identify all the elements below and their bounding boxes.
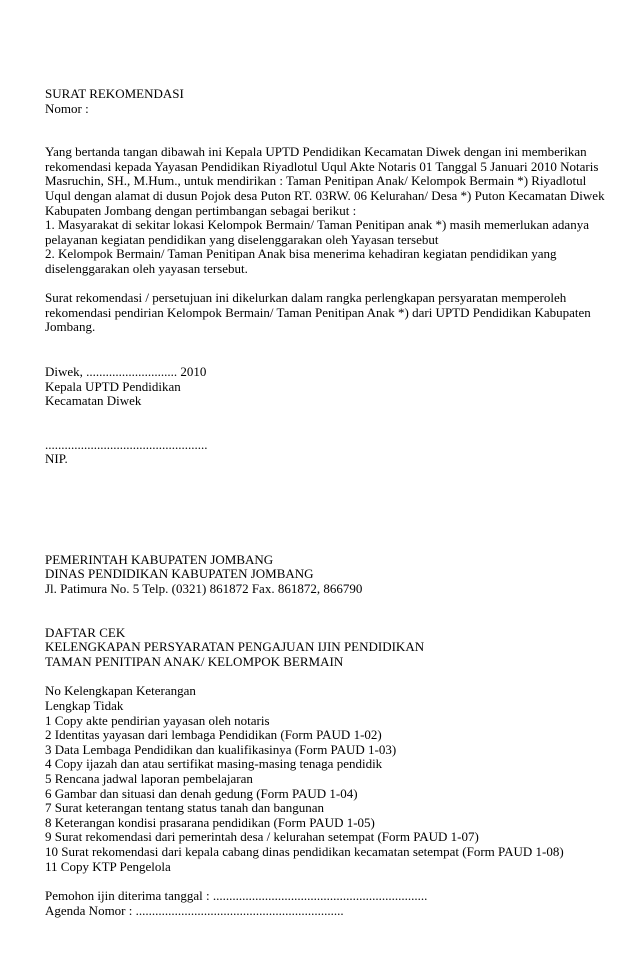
letter-body — [45, 145, 625, 276]
checklist-item: 8 Keterangan kondisi prasarana pendidikan (Form PAUD 1-05) — [45, 814, 375, 830]
checklist-table — [45, 684, 625, 874]
checklist-item: 3 Data Lembaga Pendidikan dan kualifikasinya (Form PAUD 1-03) — [45, 741, 397, 757]
body-line: Yang bertanda tangan dibawah ini Kepala UPTD Pendidikan Kecamatan Diwek dengan ini memberikan — [45, 144, 587, 160]
body-line: rekomendasi kepada Yayasan Pendidikan Riyadlotul Uqul Akte Notaris 01 Tanggal 5 Januari 2010 Notaris — [45, 158, 599, 174]
spacer — [45, 335, 625, 365]
body-line: Uqul dengan alamat di dusun Pojok desa Puton RT. 03RW. 06 Kelurahan/ Desa *) Puton Kecamatan Diwek — [45, 187, 605, 203]
signature-name-placeholder: .................................................. — [45, 436, 208, 452]
checklist-item: 11 Copy KTP Pengelola — [45, 858, 171, 874]
checklist-item: 4 Copy ijazah dan atau sertifikat masing-masing tenaga pendidik — [45, 756, 383, 772]
checklist-item: 6 Gambar dan situasi dan denah gedung (Form PAUD 1-04) — [45, 785, 358, 801]
spacer — [45, 669, 625, 684]
checklist-title-line: DAFTAR CEK — [45, 624, 126, 640]
body-line: pelayanan kegiatan pendidikan yang diselenggarakan oleh Yayasan tersebut — [45, 231, 439, 247]
body-line: 2. Kelompok Bermain/ Taman Penitipan Anak bisa menerima kehadiran kegiatan pendidikan yang — [45, 246, 557, 262]
signature-office: Kecamatan Diwek — [45, 393, 142, 409]
checklist-column-header: Lengkap Tidak — [45, 698, 124, 714]
institution-header — [45, 553, 625, 597]
header-line: DINAS PENDIDIKAN KABUPATEN JOMBANG — [45, 566, 314, 582]
signature-nip: NIP. — [45, 451, 68, 467]
checklist-item: 7 Surat keterangan tentang status tanah dan bangunan — [45, 800, 325, 816]
statement-line: rekomendasi pendirian Kelompok Bermain/ Taman Penitipan Anak *) dari UPTD Pendidikan Kabupaten — [45, 304, 591, 320]
spacer — [45, 409, 625, 438]
checklist-title — [45, 626, 625, 670]
statement-line: Jombang. — [45, 319, 96, 335]
header-address: Jl. Patimura No. 5 Telp. (0321) 861872 Fax. 861872, 866790 — [45, 581, 363, 597]
spacer — [45, 874, 625, 889]
body-line: Masruchin, SH., M.Hum., untuk mendirikan : Taman Penitipan Anak/ Kelompok Bermain *) Riyadlotul — [45, 173, 587, 189]
checklist-column-header: No Kelengkapan Keterangan — [45, 683, 196, 699]
body-line: diselenggarakan oleh yayasan tersebut. — [45, 260, 248, 276]
spacer — [45, 277, 625, 292]
letter-statement — [45, 291, 625, 335]
spacer — [45, 467, 625, 553]
checklist-item: 2 Identitas yayasan dari lembaga Pendidikan (Form PAUD 1-02) — [45, 727, 382, 743]
checklist-item: 5 Rencana jadwal laporan pembelajaran — [45, 771, 253, 786]
footer-agenda-number: Agenda Nomor : ................................................................ — [45, 902, 344, 918]
spacer — [45, 597, 625, 626]
statement-line: Surat rekomendasi / persetujuan ini dikelurkan dalam rangka perlengkapan persyaratan memperoleh — [45, 290, 567, 306]
signature-position: Kepala UPTD Pendidikan — [45, 378, 181, 394]
document-page — [45, 87, 625, 918]
checklist-item: 1 Copy akte pendirian yayasan oleh notaris — [45, 712, 270, 728]
signature-place-date: Diwek, ............................ 2010 — [45, 363, 207, 379]
signature-block — [45, 365, 625, 409]
checklist-item: 9 Surat rekomendasi dari pemerintah desa / kelurahan setempat (Form PAUD 1-07) — [45, 829, 479, 845]
letter-nomor: Nomor : — [45, 100, 89, 116]
spacer — [45, 116, 625, 145]
body-line: 1. Masyarakat di sekitar lokasi Kelompok Bermain/ Taman Penitipan anak *) masih memerlukan adanya — [45, 217, 589, 233]
footer-received-date: Pemohon ijin diterima tanggal : .................................................................. — [45, 888, 428, 904]
checklist-footer — [45, 889, 625, 918]
header-line: PEMERINTAH KABUPATEN JOMBANG — [45, 551, 274, 567]
checklist-title-line: KELENGKAPAN PERSYARATAN PENGAJUAN IJIN PENDIDIKAN — [45, 639, 425, 655]
checklist-item: 10 Surat rekomendasi dari kepala cabang dinas pendidikan kecamatan setempat (Form PAUD 1-08) — [45, 843, 564, 859]
body-line: Kabupaten Jombang dengan pertimbangan sebagai berikut : — [45, 202, 357, 218]
letter-title: SURAT REKOMENDASI — [45, 86, 184, 101]
checklist-title-line: TAMAN PENITIPAN ANAK/ KELOMPOK BERMAIN — [45, 653, 344, 669]
